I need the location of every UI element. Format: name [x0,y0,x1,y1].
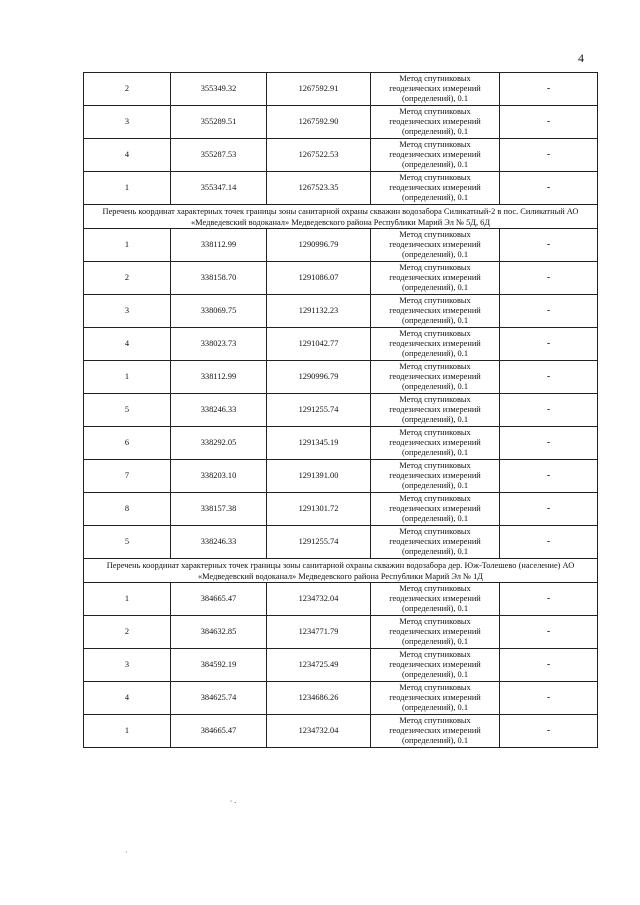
method-line: геодезических измерений [389,503,481,513]
method-line: (определений), 0.1 [401,250,469,260]
x-coordinate-cell: 355349.32 [171,73,267,106]
method-line: (определений), 0.1 [401,316,469,326]
method-line: Метод спутниковых [399,460,471,470]
method-line: Метод спутниковых [399,583,471,593]
x-coordinate-cell: 338069.75 [171,295,267,328]
method-cell [371,229,500,262]
extra-cell: - [500,328,598,361]
table-row [84,682,598,715]
coordinates-table-body [84,73,598,748]
point-number-cell: 4 [84,139,171,172]
table-row [84,649,598,682]
x-coordinate-cell: 338292.05 [171,427,267,460]
point-number-cell: 1 [84,715,171,748]
method-line: (определений), 0.1 [401,481,469,491]
method-line: геодезических измерений [389,692,481,702]
method-line: геодезических измерений [389,272,481,282]
method-line: геодезических измерений [389,83,481,93]
y-coordinate-cell: 1267592.91 [267,73,371,106]
y-coordinate-cell: 1291301.72 [267,493,371,526]
method-line: Метод спутниковых [399,526,471,536]
extra-cell: - [500,616,598,649]
method-cell [371,715,500,748]
method-line: (определений), 0.1 [401,604,469,614]
method-cell [371,172,500,205]
method-cell [371,460,500,493]
method-cell [371,583,500,616]
x-coordinate-cell: 355347.14 [171,172,267,205]
extra-cell: - [500,295,598,328]
method-line: геодезических измерений [389,536,481,546]
point-number-cell: 7 [84,460,171,493]
method-line: Метод спутниковых [399,715,471,725]
y-coordinate-cell: 1291086.07 [267,262,371,295]
point-number-cell: 5 [84,394,171,427]
y-coordinate-cell: 1234771.79 [267,616,371,649]
x-coordinate-cell: 338158.70 [171,262,267,295]
extra-cell: - [500,526,598,559]
method-line: геодезических измерений [389,305,481,315]
table-row [84,295,598,328]
method-line: (определений), 0.1 [401,670,469,680]
method-line: Метод спутниковых [399,139,471,149]
y-coordinate-cell: 1291132.23 [267,295,371,328]
method-line: Метод спутниковых [399,493,471,503]
y-coordinate-cell: 1267522.53 [267,139,371,172]
method-line: Метод спутниковых [399,682,471,692]
extra-cell: - [500,493,598,526]
method-cell [371,361,500,394]
method-line: геодезических измерений [389,437,481,447]
extra-cell: - [500,139,598,172]
x-coordinate-cell: 384665.47 [171,583,267,616]
y-coordinate-cell: 1234732.04 [267,715,371,748]
method-line: Метод спутниковых [399,229,471,239]
method-line: (определений), 0.1 [401,514,469,524]
point-number-cell: 1 [84,361,171,394]
method-line: геодезических измерений [389,338,481,348]
method-line: (определений), 0.1 [401,703,469,713]
point-number-cell: 2 [84,262,171,295]
page-number: 4 [578,51,584,65]
point-number-cell: 1 [84,583,171,616]
table-row [84,526,598,559]
method-line: геодезических измерений [389,149,481,159]
method-cell [371,682,500,715]
extra-cell: - [500,715,598,748]
y-coordinate-cell: 1291345.19 [267,427,371,460]
method-line: геодезических измерений [389,371,481,381]
table-row [84,328,598,361]
x-coordinate-cell: 384625.74 [171,682,267,715]
method-cell [371,649,500,682]
point-number-cell: 4 [84,328,171,361]
x-coordinate-cell: 355289.51 [171,106,267,139]
point-number-cell: 6 [84,427,171,460]
extra-cell: - [500,229,598,262]
extra-cell: - [500,682,598,715]
method-cell [371,616,500,649]
method-line: Метод спутниковых [399,172,471,182]
y-coordinate-cell: 1290996.79 [267,361,371,394]
table-row [84,427,598,460]
method-line: (определений), 0.1 [401,382,469,392]
y-coordinate-cell: 1291255.74 [267,394,371,427]
method-cell [371,73,500,106]
table-row [84,172,598,205]
point-number-cell: 2 [84,73,171,106]
extra-cell: - [500,361,598,394]
table-row [84,229,598,262]
method-line: Метод спутниковых [399,262,471,272]
method-line: (определений), 0.1 [401,193,469,203]
scan-speck: ⸱ ⸳ [230,797,237,806]
method-cell [371,493,500,526]
method-line: (определений), 0.1 [401,94,469,104]
x-coordinate-cell: 384665.47 [171,715,267,748]
method-line: геодезических измерений [389,116,481,126]
y-coordinate-cell: 1267592.90 [267,106,371,139]
extra-cell: - [500,649,598,682]
method-line: (определений), 0.1 [401,448,469,458]
point-number-cell: 3 [84,649,171,682]
method-cell [371,427,500,460]
method-line: (определений), 0.1 [401,736,469,746]
method-line: Метод спутниковых [399,649,471,659]
y-coordinate-cell: 1234732.04 [267,583,371,616]
table-row [84,460,598,493]
x-coordinate-cell: 338023.73 [171,328,267,361]
method-cell [371,262,500,295]
method-line: геодезических измерений [389,593,481,603]
table-row [84,262,598,295]
method-line: геодезических измерений [389,182,481,192]
method-line: (определений), 0.1 [401,160,469,170]
y-coordinate-cell: 1291255.74 [267,526,371,559]
table-row [84,583,598,616]
y-coordinate-cell: 1291042.77 [267,328,371,361]
method-line: (определений), 0.1 [401,349,469,359]
section-title: Перечень координат характерных точек границы зоны санитарной охраны скважин водозабора Силикатный-2 в пос. Силикатный АО «Медведевский водоканал» Медведевского района Республики Марий Эл № 5Д, 6Д [84,205,598,229]
method-cell [371,394,500,427]
point-number-cell: 1 [84,229,171,262]
extra-cell: - [500,460,598,493]
x-coordinate-cell: 338246.33 [171,394,267,427]
x-coordinate-cell: 338112.99 [171,229,267,262]
x-coordinate-cell: 384592.19 [171,649,267,682]
table-row [84,493,598,526]
point-number-cell: 3 [84,106,171,139]
point-number-cell: 3 [84,295,171,328]
x-coordinate-cell: 338246.33 [171,526,267,559]
method-line: Метод спутниковых [399,361,471,371]
table-row [84,616,598,649]
method-line: (определений), 0.1 [401,283,469,293]
point-number-cell: 1 [84,172,171,205]
method-line: геодезических измерений [389,725,481,735]
point-number-cell: 4 [84,682,171,715]
x-coordinate-cell: 338112.99 [171,361,267,394]
table-row [84,139,598,172]
method-line: (определений), 0.1 [401,637,469,647]
x-coordinate-cell: 384632.85 [171,616,267,649]
x-coordinate-cell: 355287.53 [171,139,267,172]
method-line: геодезических измерений [389,404,481,414]
method-cell [371,139,500,172]
section-header-row [84,205,598,229]
method-line: Метод спутниковых [399,394,471,404]
method-cell [371,328,500,361]
method-line: Метод спутниковых [399,328,471,338]
table-row [84,394,598,427]
method-cell [371,106,500,139]
extra-cell: - [500,427,598,460]
method-line: геодезических измерений [389,470,481,480]
method-line: геодезических измерений [389,239,481,249]
method-line: Метод спутниковых [399,616,471,626]
point-number-cell: 2 [84,616,171,649]
extra-cell: - [500,106,598,139]
point-number-cell: 5 [84,526,171,559]
extra-cell: - [500,583,598,616]
coordinates-table [83,72,598,748]
method-line: (определений), 0.1 [401,127,469,137]
section-header-row [84,559,598,583]
method-line: Метод спутниковых [399,73,471,83]
method-line: (определений), 0.1 [401,415,469,425]
extra-cell: - [500,73,598,106]
section-title: Перечень координат характерных точек границы зоны санитарной охраны скважин водозабора дер. Юж-Толешево (население) АО «Медведевский водоканал» Медведевского района Республики Марий Эл № 1Д [84,559,598,583]
method-line: Метод спутниковых [399,295,471,305]
extra-cell: - [500,172,598,205]
y-coordinate-cell: 1234725.49 [267,649,371,682]
method-cell [371,526,500,559]
point-number-cell: 8 [84,493,171,526]
extra-cell: - [500,262,598,295]
y-coordinate-cell: 1234686.26 [267,682,371,715]
table-row [84,106,598,139]
method-line: геодезических измерений [389,659,481,669]
table-row [84,73,598,106]
extra-cell: - [500,394,598,427]
method-line: Метод спутниковых [399,106,471,116]
scan-speck: · [125,848,128,857]
method-line: (определений), 0.1 [401,547,469,557]
y-coordinate-cell: 1290996.79 [267,229,371,262]
y-coordinate-cell: 1291391.00 [267,460,371,493]
y-coordinate-cell: 1267523.35 [267,172,371,205]
method-line: Метод спутниковых [399,427,471,437]
x-coordinate-cell: 338203.10 [171,460,267,493]
table-row [84,715,598,748]
method-line: геодезических измерений [389,626,481,636]
x-coordinate-cell: 338157.38 [171,493,267,526]
table-row [84,361,598,394]
method-cell [371,295,500,328]
